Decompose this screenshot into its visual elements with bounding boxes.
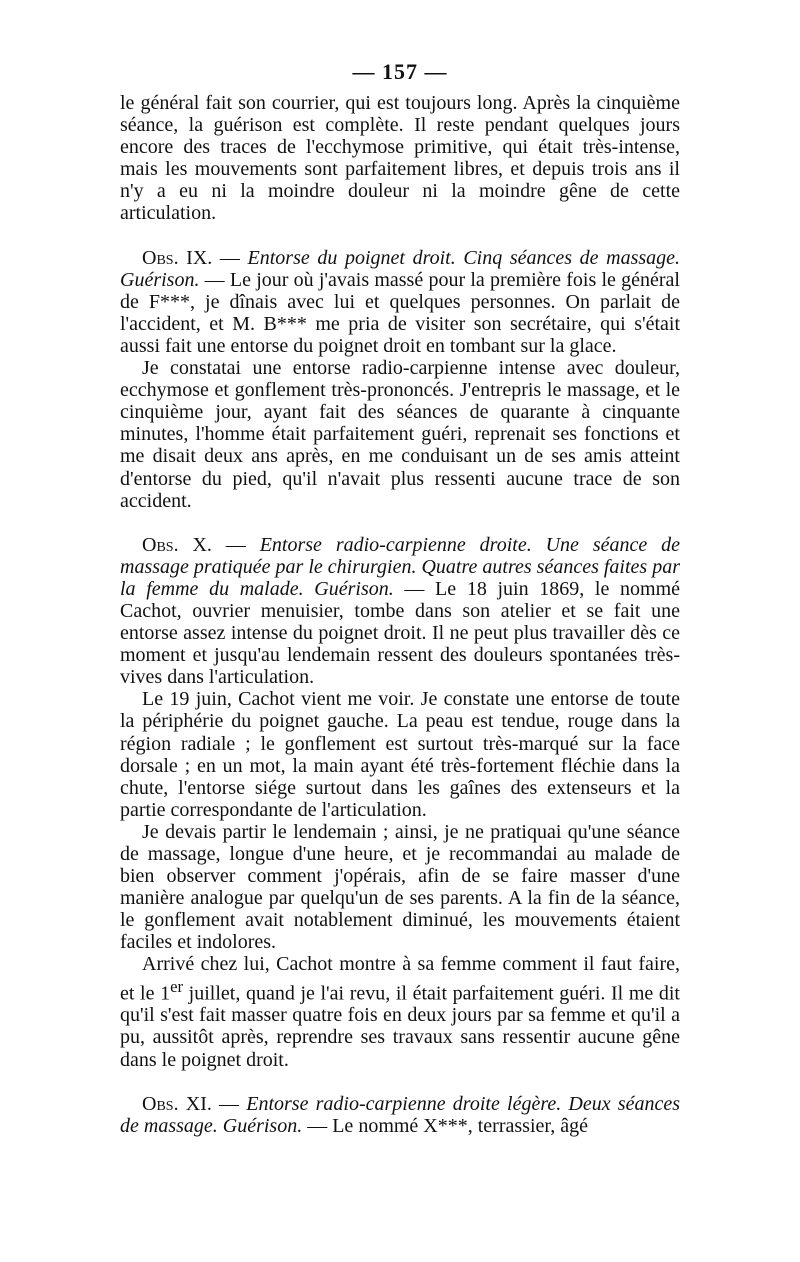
paragraph-text: Je constatai une entorse radio-carpienne intense avec douleur, ecchymose et gonflement très-prononcés. J'entrepris le massage, et le cinquième jour, ayant fait des séances de quarante à cinquante minutes, l'homme était parfaitement guéri, reprenait ses fonctions et me disait deux ans après, en me conduisant un de ses amis atteint d'entorse du pied, qu'il n'avait plus ressenti aucune trace de son accident. bbox=[120, 357, 680, 512]
ordinal-superscript: er bbox=[170, 976, 184, 996]
book-page bbox=[120, 52, 680, 1137]
observation-title: Entorse radio-carpienne droite légère. Deux séances de massage. Guérison. bbox=[120, 1092, 681, 1137]
page-number: — 157 — bbox=[352, 59, 448, 84]
observation-text: — Le jour où j'avais massé pour la première fois le général de F***, je dînais avec lui et quelques personnes. On parlait de l'accident, et M. B*** me pria de visiter son secrétaire, qui s'était aussi fait une entorse du poignet droit en tombant sur la glace. bbox=[120, 268, 680, 357]
paragraph-text-after: juillet, quand je l'ai revu, il était parfaitement guéri. Il me dit qu'il s'est fait masser quatre fois en deux jours par sa femme et qu'il a pu, aussitôt après, reprendre ses travaux sans ressentir aucune gêne dans le poignet droit. bbox=[120, 982, 680, 1071]
observation-label: Obs. XI. bbox=[142, 1092, 212, 1115]
observation-label: Obs. IX. bbox=[142, 246, 213, 269]
observation-9 bbox=[120, 247, 680, 357]
observation-title: Entorse radio-carpienne droite. Une séance de massage pratiquée par le chirurgien. Quatre autres séances faites par la femme du malade. Guérison. bbox=[120, 533, 680, 600]
observation-text: — Le 18 juin 1869, le nommé Cachot, ouvrier menuisier, tombe dans son atelier et se fait une entorse assez intense du poignet droit. Il ne peut plus travailler dès ce moment et jusqu'au lendemain ressent des douleurs spontanées très-vives dans l'articulation. bbox=[120, 577, 680, 689]
paragraph-outcome bbox=[120, 953, 680, 1070]
paragraph-treatment bbox=[120, 821, 680, 954]
observation-text: — Le nommé X***, terrassier, âgé bbox=[302, 1114, 588, 1137]
paragraph-text: Le 19 juin, Cachot vient me voir. Je constate une entorse de toute la périphérie du poignet gauche. La peau est tendue, rouge dans la région radiale ; le gonflement est surtout très-marqué sur la face dorsale ; en un mot, la main ayant été très-fortement fléchie dans la chute, l'entorse siége surtout dans les gaînes des extenseurs et la partie correspondante de l'articulation. bbox=[120, 688, 680, 821]
observation-label: Obs. X. bbox=[142, 533, 212, 556]
observation-dash: — bbox=[212, 246, 248, 269]
paragraph-text: Je devais partir le lendemain ; ainsi, je ne pratiquai qu'une séance de massage, longue d'une heure, et je recommandai au malade de bien observer comment j'opérais, afin de se faire masser d'une manière analogue par quelqu'un de ses parents. A la fin de la séance, le gonflement avait notablement diminué, les mouvements étaient faciles et indolores. bbox=[120, 820, 680, 954]
paragraph-continuation bbox=[120, 92, 680, 225]
observation-11 bbox=[120, 1093, 680, 1137]
observation-title: Entorse du poignet droit. Cinq séances de massage. Guérison. bbox=[120, 246, 681, 291]
paragraph-text: le général fait son courrier, qui est toujours long. Après la cinquième séance, la guérison est complète. Il reste pendant quelques jours encore des traces de l'ecchymose primitive, qui était très-intense, mais les mouvements sont parfaitement libres, et depuis trois ans il n'y a eu ni la moindre douleur ni la moindre gêne de cette articulation. bbox=[120, 92, 680, 225]
observation-10 bbox=[120, 534, 680, 689]
paragraph-examination bbox=[120, 688, 680, 821]
paragraph-findings bbox=[120, 357, 680, 512]
observation-dash: — bbox=[211, 533, 260, 556]
observation-dash: — bbox=[211, 1092, 247, 1115]
paragraph-text-before: Arrivé chez lui, Cachot montre à sa femme comment il faut faire, et le 1 bbox=[120, 953, 680, 1005]
